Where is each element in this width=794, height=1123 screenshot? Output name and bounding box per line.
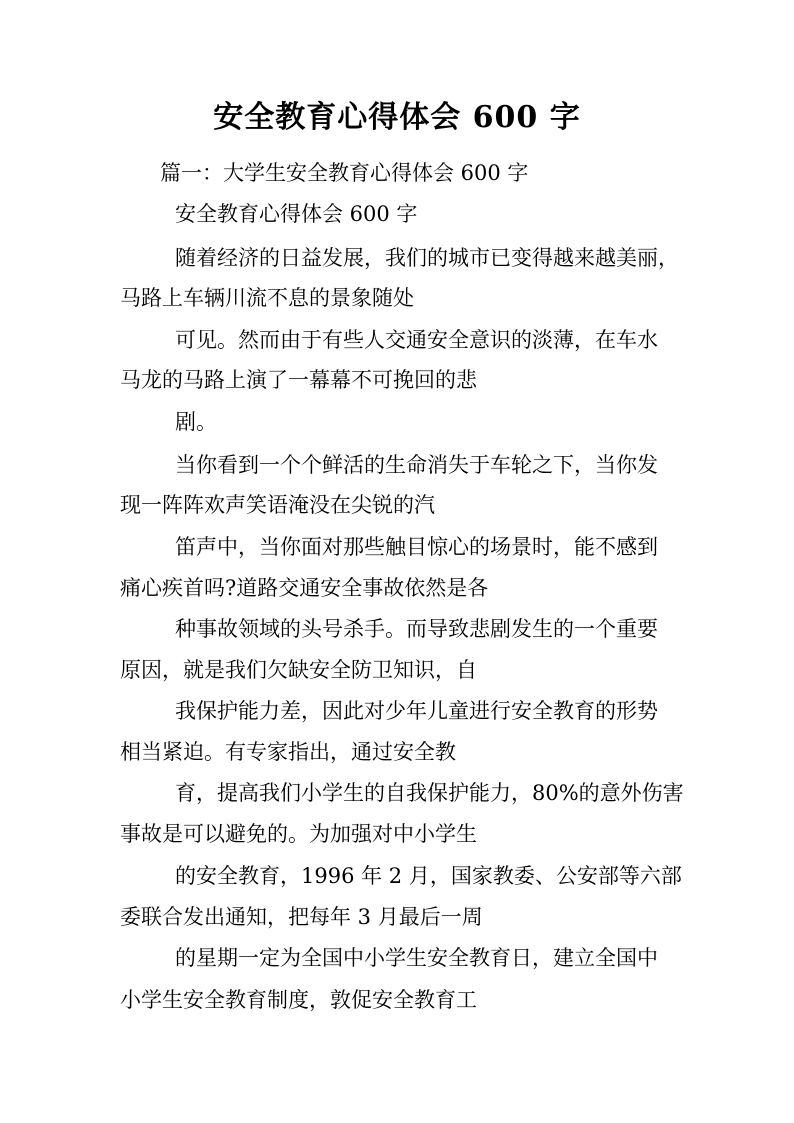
document-title: 安全教育心得体会 600 字 <box>213 100 581 135</box>
subheading: 安全教育心得体会 600 字 <box>175 202 418 226</box>
section-heading: 篇一：大学生安全教育心得体会 600 字 <box>160 161 529 185</box>
paragraph-line: 笛声中，当你面对那些触目惊心的场景时，能不感到 <box>175 535 658 559</box>
paragraph-line: 现一阵阵欢声笑语淹没在尖锐的汽 <box>120 493 435 517</box>
paragraph-line: 可见。然而由于有些人交通安全意识的淡薄，在车水 <box>175 328 658 352</box>
paragraph-line: 原因，就是我们欠缺安全防卫知识，自 <box>120 658 477 682</box>
paragraph-line: 剧。 <box>175 410 217 434</box>
paragraph-line: 的安全教育，1996 年 2 月，国家教委、公安部等六部 <box>175 864 682 888</box>
paragraph-line: 随着经济的日益发展，我们的城市已变得越来越美丽， <box>175 246 679 270</box>
paragraph-line: 事故是可以避免的。为加强对中小学生 <box>120 822 477 846</box>
paragraph-line: 马路上车辆川流不息的景象随处 <box>120 286 414 310</box>
paragraph-line: 痛心疾首吗?道路交通安全事故依然是各 <box>120 576 489 600</box>
paragraph-line: 小学生安全教育制度，敦促安全教育工 <box>120 988 477 1012</box>
paragraph-line: 相当紧迫。有专家指出，通过安全教 <box>120 740 456 764</box>
paragraph-line: 我保护能力差，因此对少年儿童进行安全教育的形势 <box>175 699 658 723</box>
paragraph-line: 委联合发出通知，把每年 3 月最后一周 <box>120 905 483 929</box>
paragraph-line: 种事故领域的头号杀手。而导致悲剧发生的一个重要 <box>175 617 658 641</box>
paragraph-line: 当你看到一个个鲜活的生命消失于车轮之下，当你发 <box>175 453 658 477</box>
paragraph-line: 马龙的马路上演了一幕幕不可挽回的悲 <box>120 368 477 392</box>
paragraph-line: 育，提高我们小学生的自我保护能力，80%的意外伤害 <box>175 781 684 805</box>
paragraph-line: 的星期一定为全国中小学生安全教育日，建立全国中 <box>175 946 658 970</box>
